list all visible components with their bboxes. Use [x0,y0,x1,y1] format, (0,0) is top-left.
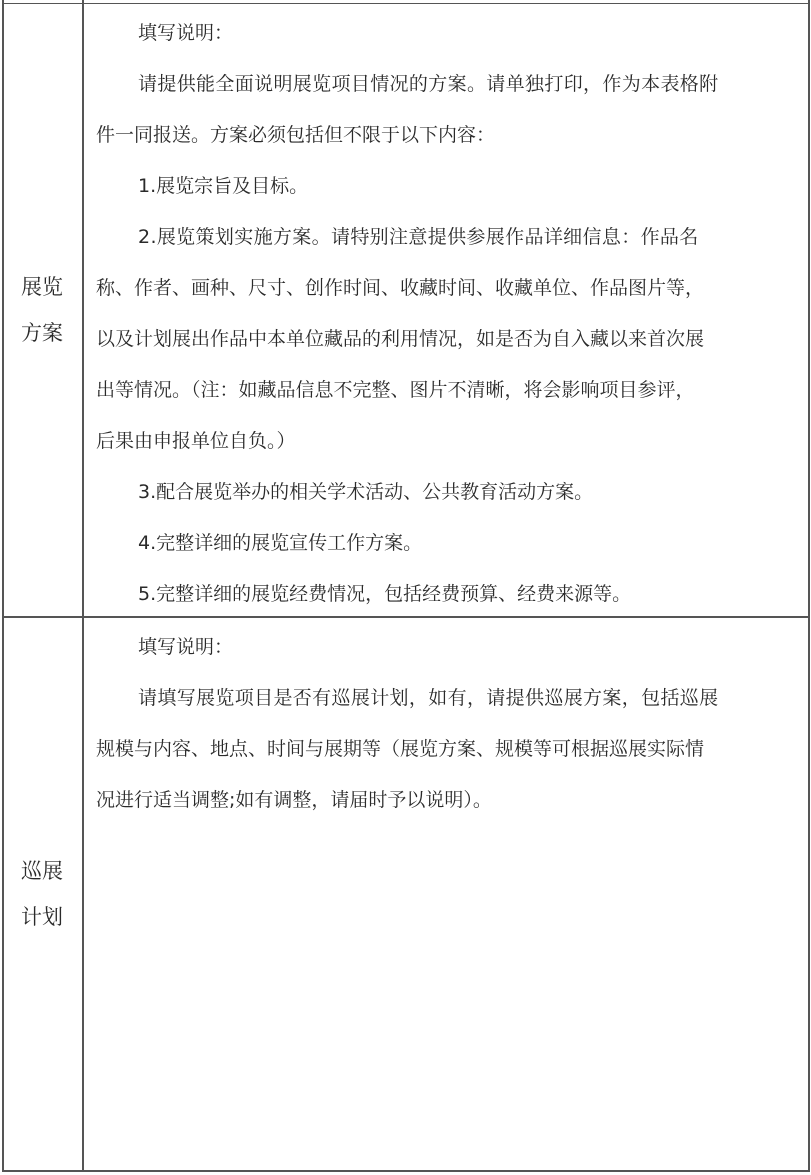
instructions-line: 后果由申报单位自负。） [96,430,296,452]
instructions-line: 称、作者、画种、尺寸、创作时间、收藏时间、收藏单位、作品图片等， [96,277,705,299]
instructions-item: 5.完整详细的展览经费情况，包括经费预算、经费来源等。 [138,583,632,605]
instructions-item: 3.配合展览举办的相关学术活动、公共教育活动方案。 [138,481,594,503]
row-label-line: 计划 [21,905,63,929]
instructions-line: 请提供能全面说明展览项目情况的方案。请单独打印，作为本表格附 [138,73,719,95]
instructions-item: 1.展览宗旨及目标。 [138,175,309,197]
instructions-heading: 填写说明： [138,22,234,44]
row-label-line: 方案 [21,321,63,345]
instructions-line: 出等情况。（注：如藏品信息不完整、图片不清晰，将会影响项目参评， [96,379,695,401]
row-label-line: 展览 [21,275,63,299]
touring-plan-instructions [96,622,798,826]
instructions-line: 以及计划展出作品中本单位藏品的利用情况，如是否为自入藏以来首次展 [96,328,705,350]
exhibition-plan-instructions [96,8,798,620]
instructions-item: 4.完整详细的展览宣传工作方案。 [138,532,423,554]
table-right-border [808,0,810,1172]
instructions-line: 况进行适当调整;如有调整，请届时予以说明）。 [96,789,492,811]
instructions-line: 件一同报送。方案必须包括但不限于以下内容： [96,124,496,146]
table-bottom-border [2,1170,810,1172]
row-label-line: 巡展 [21,859,63,883]
instructions-heading: 填写说明： [138,636,234,658]
instructions-item: 2.展览策划实施方案。请特别注意提供参展作品详细信息：作品名 [138,226,699,248]
instructions-line: 规模与内容、地点、时间与展期等（展览方案、规模等可根据巡展实际情 [96,738,705,760]
row-label-touring-plan [2,618,82,1170]
table-top-border [2,3,810,4]
instructions-line: 请填写展览项目是否有巡展计划，如有，请提供巡展方案，包括巡展 [138,687,719,709]
row-label-exhibition-plan [2,4,82,616]
table-column-divider [82,0,84,1172]
